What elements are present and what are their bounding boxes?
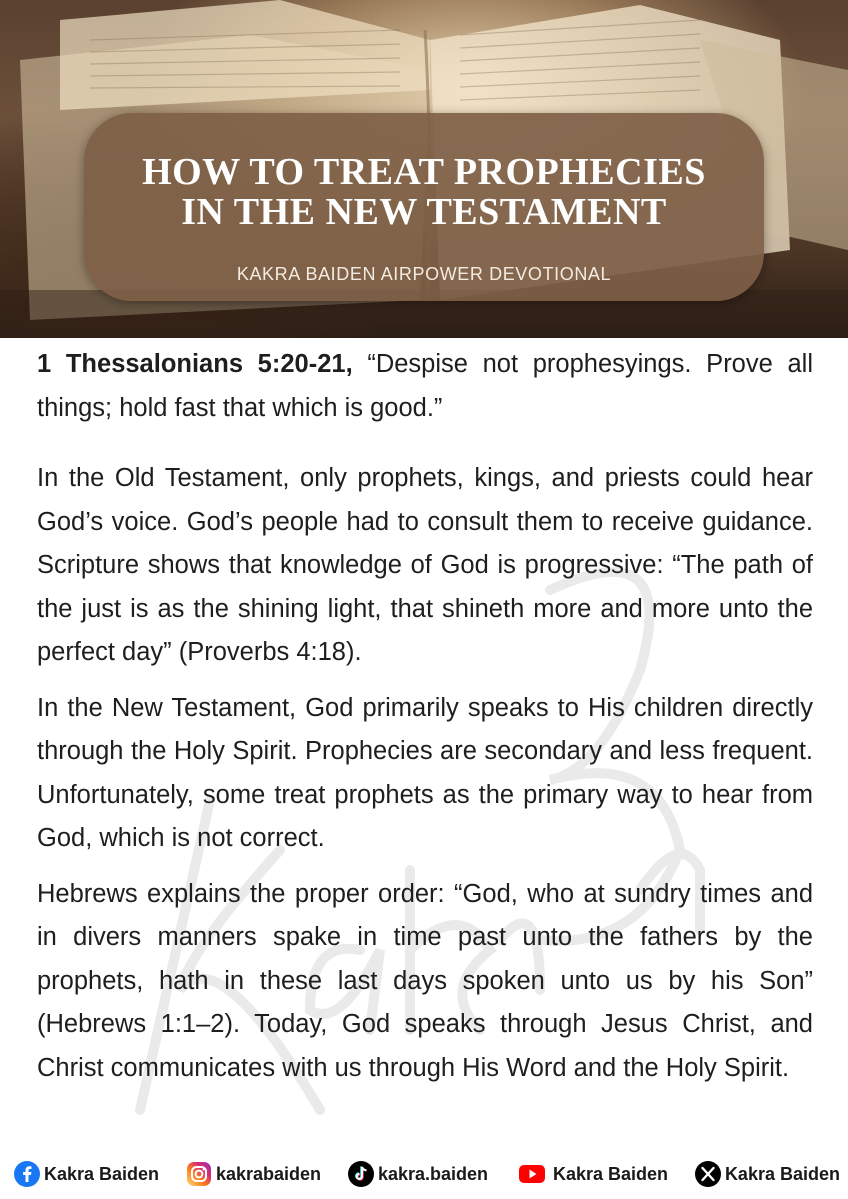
paragraph-old-testament: In the Old Testament, only prophets, kings, and priests could hear God’s voice. God’s people had to consult them to receive guidance. Scripture shows that knowledge of God is progressive: “The path of the just is as the shining light, that shineth more and more unto the perfect day” (Proverbs 4:18). [37,464,813,666]
social-instagram[interactable] [186,1161,321,1187]
page-title-line-2: IN THE NEW TESTAMENT [181,191,667,233]
title-panel [84,113,764,301]
facebook-handle: Kakra Baiden [44,1163,160,1184]
social-tiktok[interactable] [348,1161,488,1187]
x-icon [695,1161,721,1187]
social-x[interactable] [695,1161,840,1187]
paragraph-hebrews: Hebrews explains the proper order: “God, who at sundry times and in divers manners spake in time past unto the fathers by the prophets, hath in these last days spoken unto us by his Son” (Hebrews 1:1–2). Today, God speaks through Jesus Christ, and Christ communicates with us through His Word and the Holy Spirit. [37,879,813,1082]
social-footer [14,1158,840,1190]
header-banner [0,0,848,338]
tiktok-handle: kakra.baiden [377,1163,489,1184]
page-title-line-1: HOW TO TREAT PROPHECIES [142,151,706,193]
social-youtube[interactable] [515,1161,668,1187]
devotional-body [37,343,813,1102]
verse-text: “Despise not prophesyings. Prove all things; hold fast that which is good.” [37,350,813,422]
facebook-icon [14,1161,40,1187]
paragraph-new-testament: In the New Testament, God primarily speaks to His children directly through the Holy Spirit. Prophecies are secondary and less frequent. Unfortunately, some treat prophets as the primary way to hear from God, which is not correct. [37,693,813,852]
page-subtitle: KAKRA BAIDEN AIRPOWER DEVOTIONAL [236,264,612,284]
social-facebook[interactable] [14,1161,159,1187]
instagram-handle: kakrabaiden [215,1163,322,1184]
x-handle: Kakra Baiden [724,1163,840,1184]
tiktok-icon [348,1161,374,1187]
scripture-verse [37,343,813,430]
instagram-icon [186,1161,212,1187]
youtube-icon [515,1161,549,1187]
verse-reference: 1 Thessalonians 5:20-21, [37,350,353,378]
youtube-handle: Kakra Baiden [552,1163,669,1184]
